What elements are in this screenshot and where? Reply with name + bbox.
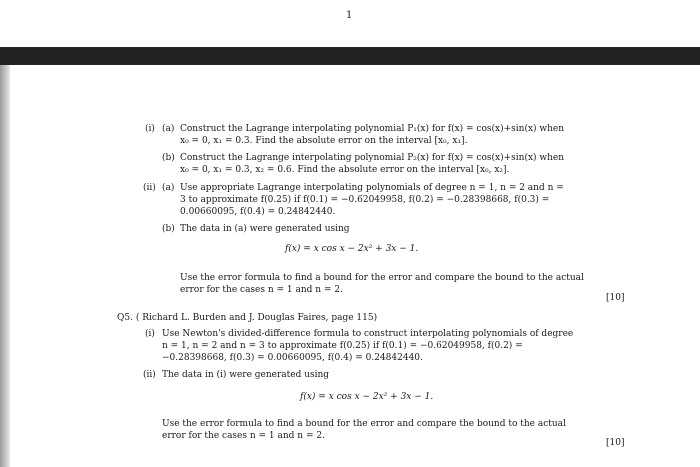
q4-i-label: (i) <box>145 124 155 134</box>
q4-ii-b-line1: The data in (a) were generated using <box>180 224 350 234</box>
q5-i-line2: n = 1, n = 2 and n = 3 to approximate f(0.25) if f(0.1) = −0.62049958, f(0.2) = <box>162 341 523 351</box>
q4-ii-label: (ii) <box>143 183 156 193</box>
q4-i-b-line2: x₀ = 0, x₁ = 0.3, x₂ = 0.6. Find the absolute error on the interval [x₀, x₂]. <box>180 165 510 175</box>
q5-i-line3: −0.28398668, f(0.3) = 0.00660095, f(0.4) = 0.24842440. <box>162 353 423 363</box>
q4-i-a-line1: Construct the Lagrange interpolating polynomial P₁(x) for f(x) = cos(x)+sin(x) when <box>180 124 565 134</box>
q4-marks: [10] <box>606 293 625 303</box>
q5-i-label: (i) <box>145 329 155 339</box>
q5-heading: Q5. ( Richard L. Burden and J. Douglas Faires, page 115) <box>117 313 378 323</box>
q4-ii-b-line3: error for the cases n = 1 and n = 2. <box>180 285 343 295</box>
q4-i-b-line1: Construct the Lagrange interpolating polynomial P₂(x) for f(x) = cos(x)+sin(x) when <box>180 153 565 163</box>
q4-i-a-line2: x₀ = 0, x₁ = 0.3. Find the absolute error on the interval [x₀, x₁]. <box>180 136 468 146</box>
q5-marks: [10] <box>606 438 625 448</box>
q4-ii-a-line3: 0.00660095, f(0.4) = 0.24842440. <box>180 207 336 217</box>
q5-ii-label: (ii) <box>143 370 156 380</box>
q5-ii-equation: f(x) = x cos x − 2x² + 3x − 1. <box>300 392 434 402</box>
q4-ii-a-line2: 3 to approximate f(0.25) if f(0.1) = −0.62049958, f(0.2) = −0.28398668, f(0.3) = <box>180 195 550 205</box>
q4-i-b-label: (b) <box>162 153 175 163</box>
q4-ii-a-label: (a) <box>162 183 175 193</box>
page-shadow <box>0 65 10 467</box>
current-page <box>10 65 700 467</box>
q5-ii-line1: The data in (i) were generated using <box>162 370 330 380</box>
q4-ii-b-label: (b) <box>162 224 175 234</box>
q5-i-line1: Use Newton's divided-difference formula to construct interpolating polynomials of degree <box>162 329 574 339</box>
page-gap <box>0 47 700 65</box>
q4-ii-b-line2: Use the error formula to find a bound for the error and compare the bound to the actual <box>180 273 584 283</box>
q5-ii-line2: Use the error formula to find a bound for the error and compare the bound to the actual <box>162 419 566 429</box>
q5-ii-line3: error for the cases n = 1 and n = 2. <box>162 431 325 441</box>
q4-ii-b-equation: f(x) = x cos x − 2x² + 3x − 1. <box>285 244 419 254</box>
page-number: 1 <box>346 10 353 21</box>
q4-ii-a-line1: Use appropriate Lagrange interpolating polynomials of degree n = 1, n = 2 and n = <box>180 183 564 193</box>
q4-i-a-label: (a) <box>162 124 175 134</box>
